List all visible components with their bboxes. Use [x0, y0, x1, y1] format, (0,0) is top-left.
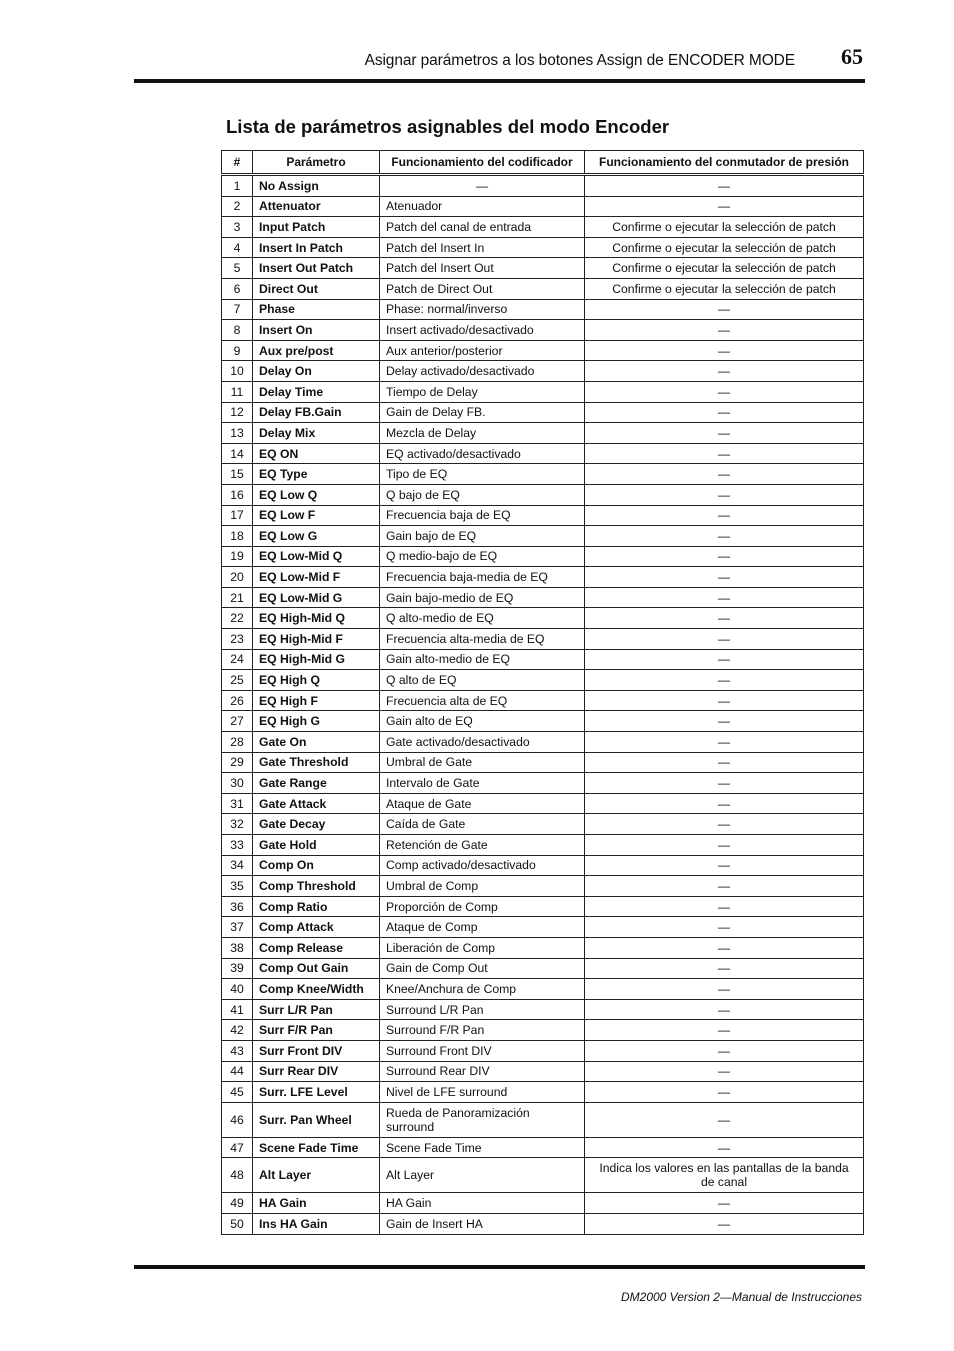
switch-function-cell: — [585, 587, 864, 608]
table-row [222, 340, 864, 361]
switch-function-cell: — [585, 649, 864, 670]
row-number-cell: 26 [222, 690, 253, 711]
table-row [222, 1020, 864, 1041]
table-row [222, 773, 864, 794]
parameter-cell: Comp On [253, 855, 380, 876]
encoder-function-cell: Gain alto de EQ [380, 711, 585, 732]
parameter-cell: Delay Time [253, 381, 380, 402]
switch-function-cell: — [585, 896, 864, 917]
switch-function-cell: Confirme o ejecutar la selección de patch [585, 237, 864, 258]
switch-function-cell: Confirme o ejecutar la selección de patch [585, 258, 864, 279]
switch-function-cell: — [585, 526, 864, 547]
section-title: Lista de parámetros asignables del modo Encoder [226, 116, 670, 137]
row-number-cell: 50 [222, 1213, 253, 1234]
encoder-function-cell: Q alto de EQ [380, 670, 585, 691]
parameter-cell: Delay Mix [253, 423, 380, 444]
switch-function-cell: — [585, 711, 864, 732]
table-row [222, 958, 864, 979]
encoder-function-cell: Gain de Comp Out [380, 958, 585, 979]
row-number-cell: 23 [222, 629, 253, 650]
switch-function-cell: — [585, 1137, 864, 1158]
row-number-cell: 18 [222, 526, 253, 547]
encoder-function-cell: Gain de Insert HA [380, 1213, 585, 1234]
row-number-cell: 31 [222, 793, 253, 814]
encoder-function-cell: Surround F/R Pan [380, 1020, 585, 1041]
switch-function-cell: — [585, 320, 864, 341]
switch-function-cell: — [585, 814, 864, 835]
parameter-cell: Gate Threshold [253, 752, 380, 773]
row-number-cell: 32 [222, 814, 253, 835]
parameter-cell: Surr. Pan Wheel [253, 1102, 380, 1137]
table-row [222, 402, 864, 423]
row-number-cell: 49 [222, 1193, 253, 1214]
row-number-cell: 34 [222, 855, 253, 876]
encoder-function-cell: Q alto-medio de EQ [380, 608, 585, 629]
table-row [222, 484, 864, 505]
switch-function-cell: — [585, 1213, 864, 1234]
switch-function-cell: — [585, 937, 864, 958]
encoder-function-cell: Liberación de Comp [380, 937, 585, 958]
encoder-function-cell: Surround Front DIV [380, 1040, 585, 1061]
parameter-cell: HA Gain [253, 1193, 380, 1214]
parameter-cell: EQ Type [253, 464, 380, 485]
switch-function-cell: — [585, 608, 864, 629]
row-number-cell: 20 [222, 567, 253, 588]
row-number-cell: 46 [222, 1102, 253, 1137]
table-row [222, 175, 864, 197]
switch-function-cell: — [585, 773, 864, 794]
switch-function-cell: — [585, 1193, 864, 1214]
table-row [222, 1061, 864, 1082]
row-number-cell: 17 [222, 505, 253, 526]
encoder-function-cell: Retención de Gate [380, 835, 585, 856]
encoder-function-cell: Rueda de Panoramización surround [380, 1102, 585, 1137]
switch-function-cell: — [585, 732, 864, 753]
row-number-cell: 14 [222, 443, 253, 464]
encoder-function-cell: Gain alto-medio de EQ [380, 649, 585, 670]
parameter-cell: Gate Hold [253, 835, 380, 856]
table-row [222, 464, 864, 485]
switch-function-cell: — [585, 793, 864, 814]
table-row [222, 361, 864, 382]
row-number-cell: 6 [222, 278, 253, 299]
table-row [222, 299, 864, 320]
switch-function-cell: — [585, 340, 864, 361]
switch-function-cell: — [585, 752, 864, 773]
parameter-cell: EQ High-Mid G [253, 649, 380, 670]
table-body [222, 175, 864, 1235]
encoder-function-cell: Comp activado/desactivado [380, 855, 585, 876]
encoder-function-cell: Intervalo de Gate [380, 773, 585, 794]
table-row [222, 876, 864, 897]
row-number-cell: 37 [222, 917, 253, 938]
encoder-function-cell: Patch de Direct Out [380, 278, 585, 299]
encoder-function-cell: Ataque de Gate [380, 793, 585, 814]
row-number-cell: 1 [222, 175, 253, 197]
table-row [222, 608, 864, 629]
switch-function-cell: — [585, 958, 864, 979]
row-number-cell: 43 [222, 1040, 253, 1061]
parameter-cell: Insert On [253, 320, 380, 341]
encoder-function-cell: Surround L/R Pan [380, 999, 585, 1020]
parameter-cell: EQ Low-Mid G [253, 587, 380, 608]
parameter-cell: EQ High-Mid F [253, 629, 380, 650]
row-number-cell: 48 [222, 1158, 253, 1193]
table-row [222, 690, 864, 711]
table-row [222, 505, 864, 526]
table-row [222, 917, 864, 938]
parameter-cell: Surr F/R Pan [253, 1020, 380, 1041]
parameter-cell: Comp Attack [253, 917, 380, 938]
table-row [222, 752, 864, 773]
parameter-cell: Gate Attack [253, 793, 380, 814]
row-number-cell: 10 [222, 361, 253, 382]
encoder-function-cell: Insert activado/desactivado [380, 320, 585, 341]
parameter-cell: EQ High Q [253, 670, 380, 691]
switch-function-cell: — [585, 381, 864, 402]
encoder-function-cell: Gain bajo-medio de EQ [380, 587, 585, 608]
encoder-function-cell: Alt Layer [380, 1158, 585, 1193]
table-row [222, 649, 864, 670]
switch-function-cell: — [585, 546, 864, 567]
table-row [222, 237, 864, 258]
encoder-function-cell: Mezcla de Delay [380, 423, 585, 444]
row-number-cell: 15 [222, 464, 253, 485]
parameter-cell: Gate Range [253, 773, 380, 794]
encoder-function-cell: Q medio-bajo de EQ [380, 546, 585, 567]
encoder-function-cell: Nivel de LFE surround [380, 1082, 585, 1103]
parameter-cell: Delay FB.Gain [253, 402, 380, 423]
row-number-cell: 30 [222, 773, 253, 794]
switch-function-cell: — [585, 361, 864, 382]
table-row [222, 670, 864, 691]
table-row [222, 1082, 864, 1103]
parameter-table [221, 150, 864, 1235]
parameter-cell: Gate Decay [253, 814, 380, 835]
parameter-cell: Comp Out Gain [253, 958, 380, 979]
row-number-cell: 36 [222, 896, 253, 917]
encoder-function-cell: Umbral de Comp [380, 876, 585, 897]
parameter-cell: EQ Low-Mid Q [253, 546, 380, 567]
table-row [222, 711, 864, 732]
page-number: 65 [841, 44, 863, 69]
table-row [222, 999, 864, 1020]
encoder-function-cell: Frecuencia baja de EQ [380, 505, 585, 526]
switch-function-cell: Confirme o ejecutar la selección de patch [585, 278, 864, 299]
encoder-function-cell: Knee/Anchura de Comp [380, 979, 585, 1000]
row-number-cell: 29 [222, 752, 253, 773]
parameter-cell: Surr Rear DIV [253, 1061, 380, 1082]
parameter-cell: EQ High G [253, 711, 380, 732]
table-row [222, 979, 864, 1000]
table-header-row [222, 151, 864, 175]
row-number-cell: 39 [222, 958, 253, 979]
parameter-cell: Alt Layer [253, 1158, 380, 1193]
switch-function-cell: — [585, 299, 864, 320]
table-row [222, 381, 864, 402]
encoder-function-cell: Surround Rear DIV [380, 1061, 585, 1082]
table-row [222, 793, 864, 814]
encoder-function-cell: Phase: normal/inverso [380, 299, 585, 320]
parameter-cell: EQ Low F [253, 505, 380, 526]
encoder-function-cell: Frecuencia baja-media de EQ [380, 567, 585, 588]
table-row [222, 443, 864, 464]
encoder-function-cell: Patch del Insert In [380, 237, 585, 258]
parameter-cell: Comp Ratio [253, 896, 380, 917]
encoder-function-cell: Aux anterior/posterior [380, 340, 585, 361]
encoder-function-cell: Atenuador [380, 196, 585, 217]
table-row [222, 258, 864, 279]
switch-function-cell: — [585, 876, 864, 897]
table-row [222, 320, 864, 341]
switch-function-cell: — [585, 690, 864, 711]
table-row [222, 546, 864, 567]
encoder-function-cell: Q bajo de EQ [380, 484, 585, 505]
encoder-function-cell: Umbral de Gate [380, 752, 585, 773]
table-row [222, 835, 864, 856]
encoder-function-cell: Tiempo de Delay [380, 381, 585, 402]
table-row [222, 1213, 864, 1234]
switch-function-cell: — [585, 1082, 864, 1103]
parameter-cell: Comp Knee/Width [253, 979, 380, 1000]
footer-rule [134, 1265, 865, 1269]
switch-function-cell: — [585, 629, 864, 650]
switch-function-cell: — [585, 567, 864, 588]
encoder-function-cell: Frecuencia alta de EQ [380, 690, 585, 711]
parameter-cell: EQ High-Mid Q [253, 608, 380, 629]
row-number-cell: 12 [222, 402, 253, 423]
parameter-cell: Surr Front DIV [253, 1040, 380, 1061]
parameter-cell: Scene Fade Time [253, 1137, 380, 1158]
encoder-function-cell: Caída de Gate [380, 814, 585, 835]
row-number-cell: 5 [222, 258, 253, 279]
switch-function-cell: — [585, 464, 864, 485]
parameter-cell: EQ Low G [253, 526, 380, 547]
table-row [222, 732, 864, 753]
row-number-cell: 2 [222, 196, 253, 217]
table-row [222, 526, 864, 547]
table-row [222, 423, 864, 444]
switch-function-cell: — [585, 855, 864, 876]
parameter-cell: Comp Threshold [253, 876, 380, 897]
switch-function-cell: — [585, 196, 864, 217]
switch-function-cell: — [585, 917, 864, 938]
parameter-cell: Direct Out [253, 278, 380, 299]
parameter-cell: Insert In Patch [253, 237, 380, 258]
switch-function-cell: Indica los valores en las pantallas de la banda de canal [585, 1158, 864, 1193]
parameter-cell: No Assign [253, 175, 380, 197]
parameter-cell: Surr L/R Pan [253, 999, 380, 1020]
parameter-cell: Comp Release [253, 937, 380, 958]
table-row [222, 1137, 864, 1158]
row-number-cell: 22 [222, 608, 253, 629]
table-row [222, 196, 864, 217]
parameter-cell: Ins HA Gain [253, 1213, 380, 1234]
encoder-function-cell: Patch del canal de entrada [380, 217, 585, 238]
column-header-encoder-function: Funcionamiento del codificador [380, 151, 585, 175]
table-row [222, 278, 864, 299]
row-number-cell: 27 [222, 711, 253, 732]
switch-function-cell: — [585, 835, 864, 856]
switch-function-cell: — [585, 979, 864, 1000]
table-row [222, 814, 864, 835]
parameter-cell: Insert Out Patch [253, 258, 380, 279]
switch-function-cell: — [585, 402, 864, 423]
parameter-cell: Aux pre/post [253, 340, 380, 361]
parameter-cell: Input Patch [253, 217, 380, 238]
row-number-cell: 42 [222, 1020, 253, 1041]
parameter-cell: Attenuator [253, 196, 380, 217]
row-number-cell: 28 [222, 732, 253, 753]
running-header-title: Asignar parámetros a los botones Assign de ENCODER MODE [364, 52, 795, 69]
row-number-cell: 8 [222, 320, 253, 341]
encoder-function-cell: Gain bajo de EQ [380, 526, 585, 547]
table-row [222, 587, 864, 608]
table-row [222, 855, 864, 876]
row-number-cell: 9 [222, 340, 253, 361]
row-number-cell: 45 [222, 1082, 253, 1103]
table-row [222, 1193, 864, 1214]
encoder-function-cell: Gain de Delay FB. [380, 402, 585, 423]
column-header-number: # [222, 151, 253, 175]
header-rule [134, 79, 865, 83]
switch-function-cell: — [585, 443, 864, 464]
switch-function-cell: — [585, 999, 864, 1020]
parameter-cell: EQ Low Q [253, 484, 380, 505]
table-row [222, 629, 864, 650]
parameter-cell: EQ ON [253, 443, 380, 464]
footer-text: DM2000 Version 2—Manual de Instrucciones [620, 1290, 862, 1304]
column-header-switch-function: Funcionamiento del conmutador de presión [585, 151, 864, 175]
encoder-function-cell: Ataque de Comp [380, 917, 585, 938]
row-number-cell: 47 [222, 1137, 253, 1158]
encoder-function-cell: HA Gain [380, 1193, 585, 1214]
row-number-cell: 24 [222, 649, 253, 670]
parameter-cell: Gate On [253, 732, 380, 753]
row-number-cell: 4 [222, 237, 253, 258]
row-number-cell: 19 [222, 546, 253, 567]
table-row [222, 217, 864, 238]
encoder-function-cell: Proporción de Comp [380, 896, 585, 917]
row-number-cell: 11 [222, 381, 253, 402]
table-row [222, 1158, 864, 1193]
row-number-cell: 21 [222, 587, 253, 608]
row-number-cell: 7 [222, 299, 253, 320]
encoder-function-cell: Delay activado/desactivado [380, 361, 585, 382]
switch-function-cell: — [585, 1040, 864, 1061]
switch-function-cell: — [585, 1020, 864, 1041]
row-number-cell: 41 [222, 999, 253, 1020]
switch-function-cell: Confirme o ejecutar la selección de patch [585, 217, 864, 238]
encoder-function-cell: Tipo de EQ [380, 464, 585, 485]
row-number-cell: 44 [222, 1061, 253, 1082]
row-number-cell: 13 [222, 423, 253, 444]
switch-function-cell: — [585, 175, 864, 197]
switch-function-cell: — [585, 505, 864, 526]
switch-function-cell: — [585, 1102, 864, 1137]
row-number-cell: 38 [222, 937, 253, 958]
table-row [222, 896, 864, 917]
row-number-cell: 3 [222, 217, 253, 238]
table-row [222, 1040, 864, 1061]
parameter-cell: EQ Low-Mid F [253, 567, 380, 588]
encoder-function-cell: Frecuencia alta-media de EQ [380, 629, 585, 650]
parameter-cell: EQ High F [253, 690, 380, 711]
table-row [222, 567, 864, 588]
encoder-function-cell: Gate activado/desactivado [380, 732, 585, 753]
switch-function-cell: — [585, 423, 864, 444]
row-number-cell: 25 [222, 670, 253, 691]
encoder-function-cell: — [380, 175, 585, 197]
parameter-cell: Phase [253, 299, 380, 320]
parameter-cell: Surr. LFE Level [253, 1082, 380, 1103]
row-number-cell: 16 [222, 484, 253, 505]
table-row [222, 1102, 864, 1137]
switch-function-cell: — [585, 670, 864, 691]
parameter-cell: Delay On [253, 361, 380, 382]
row-number-cell: 33 [222, 835, 253, 856]
encoder-function-cell: EQ activado/desactivado [380, 443, 585, 464]
table-row [222, 937, 864, 958]
row-number-cell: 40 [222, 979, 253, 1000]
row-number-cell: 35 [222, 876, 253, 897]
column-header-parameter: Parámetro [253, 151, 380, 175]
encoder-function-cell: Scene Fade Time [380, 1137, 585, 1158]
switch-function-cell: — [585, 1061, 864, 1082]
encoder-function-cell: Patch del Insert Out [380, 258, 585, 279]
switch-function-cell: — [585, 484, 864, 505]
